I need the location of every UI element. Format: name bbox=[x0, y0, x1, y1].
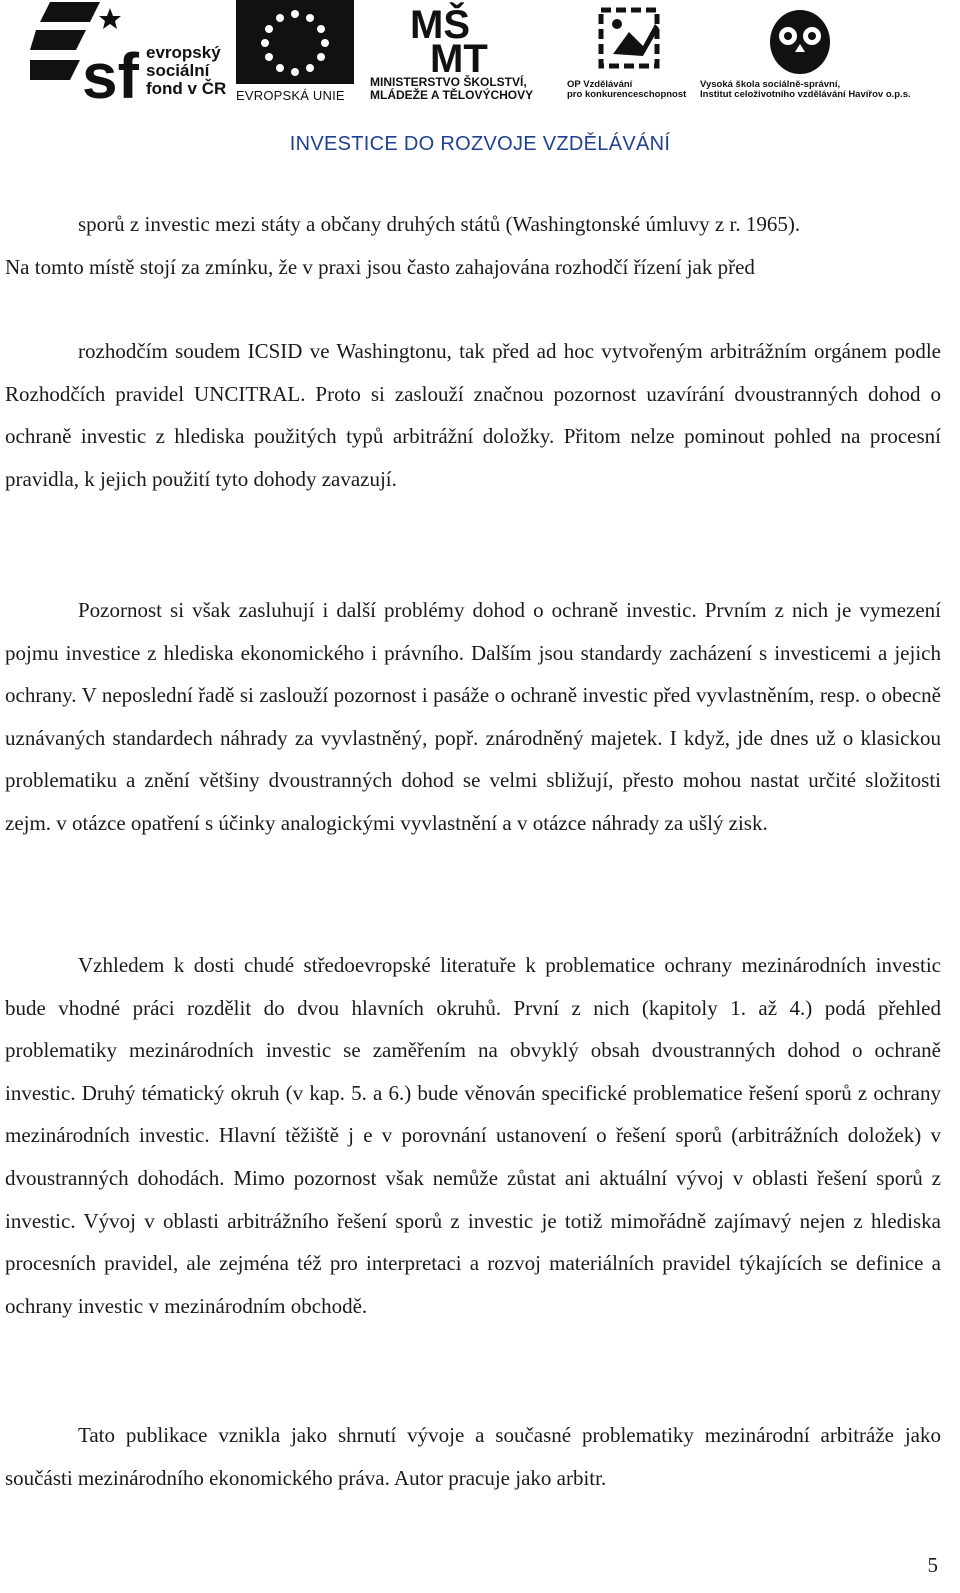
eu-flag-icon bbox=[236, 0, 354, 86]
paragraph-4 bbox=[5, 944, 941, 1327]
paragraph-1-line-2: Na tomto místě stojí za zmínku, že v praxi jsou často zahajována rozhodčí řízení jak před bbox=[5, 255, 755, 279]
opvk-logo bbox=[565, 0, 700, 110]
paragraph-5-text: Tato publikace vznikla jako shrnutí vývoje a současné problematiky mezinárodní arbitráže jako součásti mezinárodního ekonomického práva. Autor pracuje jako arbitr. bbox=[5, 1423, 941, 1490]
svg-text:sf: sf bbox=[82, 40, 139, 105]
esf-logo bbox=[30, 0, 230, 110]
paragraph-2 bbox=[5, 330, 941, 500]
paragraph-2-lead: rozhodčím soudem ICSID ve Washingtonu, tak před ad hoc vytvořeným arbitrážním orgánem podle Rozhodčích pravidel UNCITRAL. bbox=[5, 339, 941, 406]
paragraph-1-line-1 bbox=[5, 203, 941, 246]
eu-logo bbox=[236, 0, 354, 110]
opvk-logo-text: OP Vzdělávání pro konkurenceschopnost bbox=[567, 79, 687, 100]
paragraph-3 bbox=[5, 589, 941, 845]
svg-text:MŠ: MŠ bbox=[410, 3, 470, 47]
esf-logo-text: evropský sociální fond v ČR bbox=[146, 43, 227, 98]
eu-logo-text: EVROPSKÁ UNIE bbox=[236, 88, 345, 103]
page-number: 5 bbox=[927, 1553, 938, 1577]
vs-logo bbox=[700, 0, 920, 110]
paragraph-3-text: Pozornost si však zasluhují i další problémy dohod o ochraně investic. Prvním z nich je vymezení pojmu investice z hlediska ekonomického i právního. Dalším jsou standardy zacházení s investicemi a jejich ochrany. V neposlední řadě si zaslouží pozornost i pasáže o ochraně investic před vyvlastněním, resp. o obecně uznávaných standardech náhrady za vyvlastněný, popř. znárodněný majetek. I když, jde dnes už o klasickou problematiku a znění většiny dvoustranných dohod se velmi sbližují, přesto mohou nastat určité složitosti zejm. v otázce opatření s účinky analogickými vyvlastnění a v otázce náhrady za ušlý zisk. bbox=[5, 598, 941, 835]
msmt-logo-text: MINISTERSTVO ŠKOLSTVÍ, MLÁDEŽE A TĚLOVÝCHOVY bbox=[370, 75, 534, 102]
logo-bar bbox=[0, 0, 960, 110]
paragraph-2-rest: Proto si zaslouží značnou pozornost uzavírání dvoustranných dohod o ochraně investic z hlediska použitých typů arbitrážní doložky. Přitom nelze pominout pohled na procesní pravidla, k jejich použití tyto dohody zavazují. bbox=[5, 381, 941, 491]
opvk-logo-icon bbox=[593, 2, 669, 76]
header-tagline: INVESTICE DO ROZVOJE VZDĚLÁVÁNÍ bbox=[289, 133, 671, 155]
paragraph-4-text: Vzhledem k dosti chudé středoevropské literatuře k problematice ochrany mezinárodních investic bude vhodné práci rozdělit do dvou hlavních okruhů. První z nich (kapitoly 1. až 4.) podá přehled problematiky mezinárodních investic se zaměřením na obvyklý obsah dvoustranných dohod o ochraně investic. Druhý tématický okruh (v kap. 5. a 6.) bude věnován specifické problematice řešení sporů z ochrany mezinárodních investic. Hlavní těžiště j e v porovnání ustanovení o řešení sporů (arbitrážních doložek) v dvoustranných dohodách. Mimo pozornost však nemůže zůstat ani aktuální vývoj v oblasti řešení sporů z investic. Vývoj v oblasti arbitrážního řešení sporů z investic je totiž mimořádně zajímavý nejen z hlediska procesních pravidel, ale zejména též pro interpretaci a rozvoj materiálních pravidel týkajících se definice a ochrany investic v mezinárodním obchodě. bbox=[5, 953, 941, 1318]
owl-logo-icon bbox=[760, 6, 840, 76]
esf-logo-icon bbox=[30, 0, 142, 105]
paragraph-1-line-1-text: sporů z investic mezi státy a občany druhých států (Washingtonské úmluvy z r. 1965). bbox=[78, 212, 801, 236]
msmt-logo bbox=[368, 0, 553, 110]
vs-logo-text: Vysoká škola sociálně-správní, Institut celoživotního vzdělávání Havířov o.p.s. bbox=[700, 79, 911, 100]
paragraph-5 bbox=[5, 1414, 941, 1499]
svg-text:MT: MT bbox=[430, 37, 488, 72]
msmt-logo-icon bbox=[410, 0, 510, 72]
